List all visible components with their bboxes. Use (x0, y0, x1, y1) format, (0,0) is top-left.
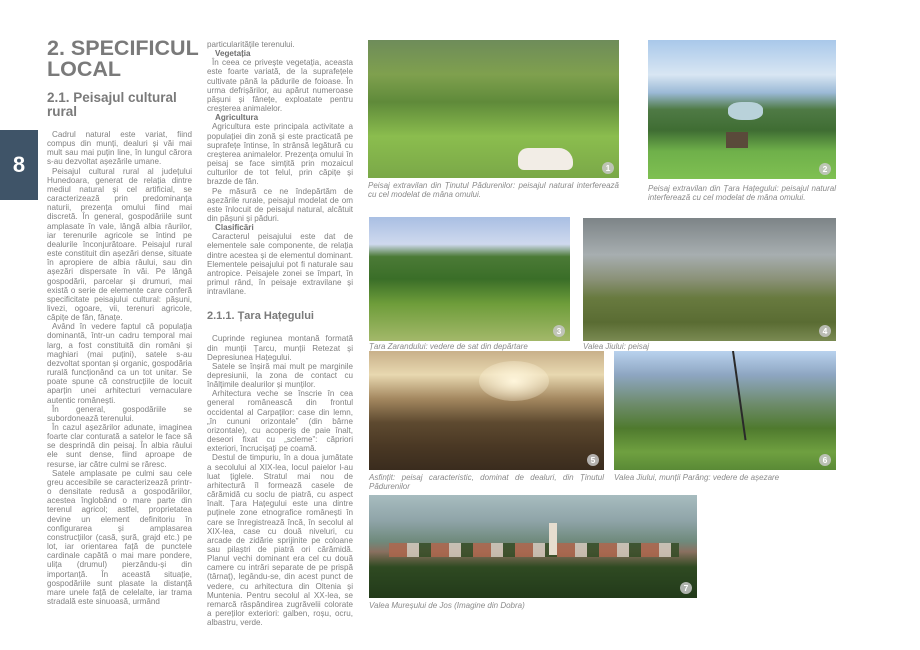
photo-zarand-village (369, 217, 570, 341)
photo-caption: Peisaj extravilan din Ținutul Pădurenilor: peisajul natural interferează cu cel modelat de mâna omului. (368, 181, 619, 199)
village-roofs (389, 543, 679, 557)
photo-caption: Valea Jiului: peisaj (583, 342, 649, 351)
heading-agricultura: Agricultura (215, 113, 259, 123)
church-tower (549, 523, 557, 555)
paragraph: Cadrul natural este variat, fiind compus din munți, dealuri și văi mai mult sau mai puțin line, în lungul cărora s-au dezvoltat așezările umane. (47, 130, 192, 167)
hut-shape (726, 132, 748, 148)
paragraph: În general, gospodăriile se subordonează terenului. (47, 404, 192, 423)
sun-glow (479, 361, 549, 401)
heading-clasificari: Clasificări (215, 223, 254, 233)
photo-hateg-lake (648, 40, 836, 179)
horse-shape (518, 148, 573, 170)
paragraph: Satele se înșiră mai mult pe marginile depresiunii, la zona de contact cu înălțimile dealurilor și munților. (207, 361, 353, 390)
photo-sunset-hills (369, 351, 604, 470)
photo-caption: Peisaj extravilan din Țara Hațegului: peisajul natural interferează cu cel modelat de mâna omului. (648, 184, 836, 202)
photo-caption: Valea Jiului, munții Parâng: vedere de așezare (614, 473, 780, 482)
chairlift-cable (732, 351, 747, 440)
photo-jiu-valley (583, 218, 836, 341)
paragraph: Pe măsură ce ne îndepărtăm de așezările rurale, peisajul modelat de om este înlocuit de peisajul natural, alcătuit din pășuni și păduri. (207, 186, 353, 223)
photo-number-badge: 7 (680, 582, 692, 594)
photo-number-badge: 3 (553, 325, 565, 337)
paragraph: Satele amplasate pe culmi sau cele greu accesibile se caracterizează printr-o densitate redusă a gospodăriilor, acestea înglobând o mare parte din terenul agricol; astfel, proprietatea devine un element definitoriu în configurarea și amplasarea construcțiilor (casă, șură, grajd etc.) pe lot, iar orientarea față de punctele cardinale capătă o mai mare pondere, ulița (drumul) pierzându-și din importanță. În această situație, gospodăriile sunt plasate la distanță mare unele față de celelalte, iar trama stradală este sinuoasă, urmând (47, 468, 192, 606)
photo-number-badge: 2 (819, 163, 831, 175)
paragraph: Destul de timpuriu, în a doua jumătate a secolului al XIX-lea, locul paielor l-au luat țiglele. Stratul mai nou de arhitectură îl formează casele de cărămidă cu soclu de piatră, cu aspect înalt. Țara Hațegului este una dintre puținele zone etnografice românești în care se înregistrează încă, în secolul al XIX-lea, case cu două niveluri, cu arcade de zidărie sprijinite pe coloane sau pilaștri de piatră ori cărămidă. Planul vechi dominant era cel cu două camere cu intrări separate de pe prispă (târnaț), legându-se, din acest punct de vedere, cu arhitectura din Oltenia și Muntenia. Pentru secolul al XX-lea, se remarcă răspândirea zugrăvelii colorate a pereților exteriori: galben, roșu, ocru, albastru, verde. (207, 453, 353, 628)
paragraph: particularitățile terenului. (207, 40, 295, 49)
paragraph: Cuprinde regiunea montană formată din munții Țarcu, munții Retezat și Depresiunea Hațegului. (207, 334, 353, 362)
photo-parang-chairlift (614, 351, 836, 470)
paragraph: Agricultura este principala activitate a populației din zonă și este practicată pe suprafețe întinse, în strânsă legătură cu creșterea animalelor. Prezența omului în peisaj se face simțită prin mozaicul culturilor de tot felul, prin căpițe și brazde de fân. (207, 122, 353, 187)
photo-mures-dobra (369, 495, 697, 598)
photo-number-badge: 6 (819, 454, 831, 466)
paragraph: Având în vedere faptul că populația dominantă, într-un cadru temporal mai larg, a fost constituită din români și maghiari (mai puțini), satele s-au dezvoltat spontan și organic, gospodăria rurală funcționând ca un tot unitar. Se poate spune că construcțiile de locuit aparțin unei arhitecturi vernaculare autentic românești. (47, 322, 192, 405)
photo-caption: Valea Mureșului de Jos (Imagine din Dobra) (369, 601, 525, 610)
photo-number-badge: 1 (602, 162, 614, 174)
paragraph: În cazul așezărilor adunate, imaginea foarte clar conturată a satelor le face să se desprindă din peisaj. În albia râului ele sunt dense, fiind aproape de resurse, iar către culmi se răresc. (47, 423, 192, 469)
photo-padureni-horse (368, 40, 619, 178)
photo-number-badge: 5 (587, 454, 599, 466)
photo-number-badge: 4 (819, 325, 831, 337)
photo-caption: Țara Zarandului: vedere de sat din depărtare (369, 342, 528, 351)
photo-caption: Asfințit: peisaj caracteristic, dominat de dealuri, din Ținutul Pădurenilor (369, 473, 604, 491)
subsection-title: 2.1.1. Țara Hațegului (207, 310, 314, 323)
chapter-title: 2. SPECIFICUL LOCAL (47, 36, 199, 81)
text-column-1 (47, 130, 192, 606)
paragraph: Caracterul peisajului este dat de elementele sale componente, de relația dintre acestea și de elementul dominant. Elementele peisajului pot fi naturale sau antropice. Peisajele zonei se împart, în primul rând, în peisaje extravilane și intravilane. (207, 232, 353, 297)
heading-vegetatie: Vegetația (215, 49, 251, 59)
lake-shape (728, 102, 763, 120)
paragraph: Arhitectura veche se înscrie în cea general românească din frontul occidental al Carpaților: case din lemn, „în cununi orizontale” (din bârne orizontale), cu acoperiș de paie înalt, deseori fixat cu „scleme”: căpriori exteriori, încrucișați pe coamă. (207, 389, 353, 454)
section-title: 2.1. Peisajul cultural rural (47, 90, 177, 119)
paragraph: În ceea ce privește vegetația, aceasta este foarte variată, de la suprafețele cultivate până la pădurile de foioase. În urma defrișărilor, au apărut numeroase pășuni și fânețe, exploatate pentru creșterea animalelor. (207, 58, 353, 114)
page-number: 8 (12, 152, 26, 177)
text-column-2 (207, 40, 353, 627)
paragraph: Peisajul cultural rural al județului Hunedoara, generat de relația dintre mediul natural și cel artificial, se caracterizează prin predominanța naturii, prezența omului fiind mai discretă. În general, gospodăriile sunt amplasate în vale, lângă albia râurilor, iar terenurile agricole se întind pe dealurile înconjurătoare. Peisajul rural este constituit din așezări dense, situate în apropiere de albia râului, sau din așezări dispersate în văi. Pe lângă gospodării, parcelar și drumuri, mai există o serie de elemente care conferă specificitate peisajului cultural: pășuni, livezi, ogoare, vii, terenuri agricole, căpițe de fân, fânațe. (47, 166, 192, 323)
page-number-tab (0, 130, 38, 200)
